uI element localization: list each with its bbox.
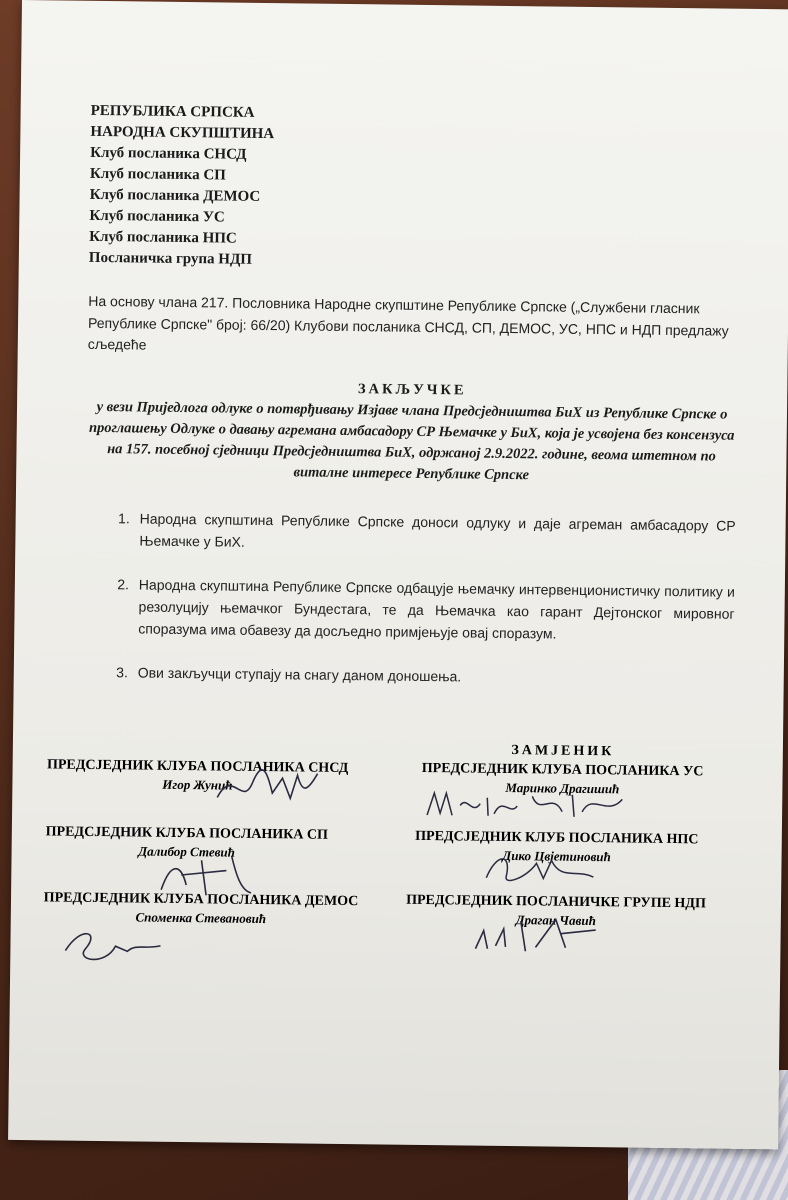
signature-title: ПРЕДСЈЕДНИК КЛУБА ПОСЛАНИКА УС [421, 760, 704, 780]
document-subtitle: у вези Приједлога одлуке о потврђивању Изјаве члана Предсједништва БиХ из Републике Српске о проглашењу Одлуке о давању агремана амбасадору СР Њемачке у БиХ, која је усвојена без консензуса на 157. посебној сједници Предсједништва БиХ, одржаној 2.9.2022. године, веома штетном по виталне интересе Републике Српске [88, 398, 735, 483]
handwritten-signature-demos [55, 920, 166, 971]
header-line: РЕПУБЛИКА СРПСКА [90, 102, 255, 121]
signature-title: ПРЕДСЈЕДНИК КЛУБА ПОСЛАНИКА ДЕМОС [43, 890, 359, 910]
document-header [89, 101, 741, 277]
header-line: Клуб посланика СП [89, 165, 226, 184]
header-line: НАРОДНА СКУПШТИНА [90, 123, 275, 143]
signature-title: ПРЕДСЈЕДНИК КЛУБА ПОСЛАНИКА СП [45, 824, 329, 843]
header-line: Клуб посланика СНСД [90, 144, 247, 163]
list-item: 1. Народна скупштина Републике Српске доноси одлуку и даје агреман амбасадору СР Њемачке у БиХ. [133, 507, 735, 558]
handwritten-signature-ndp [465, 910, 606, 957]
signature-title: ПРЕДСЈЕДНИК КЛУБА ПОСЛАНИКА СНСД [46, 757, 349, 777]
conclusions-list [84, 506, 736, 690]
signature-name: Драган Чавић [515, 912, 596, 929]
handwritten-signature-us [422, 785, 632, 828]
deputy-label: ЗАМЈЕНИК [511, 743, 615, 760]
document-content [83, 101, 740, 712]
handwritten-signature-nps [481, 848, 601, 889]
document-page [8, 0, 788, 1149]
list-item: 3. Ови закључци ступају на снагу даном доношења. [132, 661, 734, 690]
header-line: Клуб посланика НПС [89, 228, 237, 247]
intro-paragraph: На основу члана 217. Пословника Народне скупштине Републике Српске („Службени гласник Републике Српске" број: 66/20) Клубови посланика СНСД, СП, ДЕМОС, УС, НПС и НДП предлажу сљедеће [87, 292, 729, 353]
document-title: ЗАКЉУЧКЕ [357, 380, 467, 398]
signature-title: ПРЕДСЈЕДНИК ПОСЛАНИЧКЕ ГРУПЕ НДП [406, 892, 706, 912]
handwritten-signature-snsd [212, 762, 323, 813]
header-line: Клуб посланика УС [89, 207, 225, 226]
signature-name: Игор Жунић [162, 776, 233, 793]
signature-title: ПРЕДСЈЕДНИК КЛУБ ПОСЛАНИКА НПС [415, 828, 699, 848]
signature-name: Споменка Стевановић [135, 909, 267, 927]
signature-name: Далибор Стевић [138, 843, 236, 860]
signature-name: Дико Цвјетиновић [502, 847, 611, 865]
header-line: Клуб посланика ДЕМОС [89, 186, 261, 205]
header-line: Посланичка група НДП [88, 249, 253, 268]
list-item: 2. Народна скупштина Републике Српске одбацује њемачку интервенционистичку политику и резолуцију њемачког Бундестага, те да Њемачка као гарант Дејтонског мировног споразума има обавезу да досљедно примјењује овај споразум. [132, 573, 735, 646]
signature-name: Маринко Драгишић [505, 779, 620, 797]
